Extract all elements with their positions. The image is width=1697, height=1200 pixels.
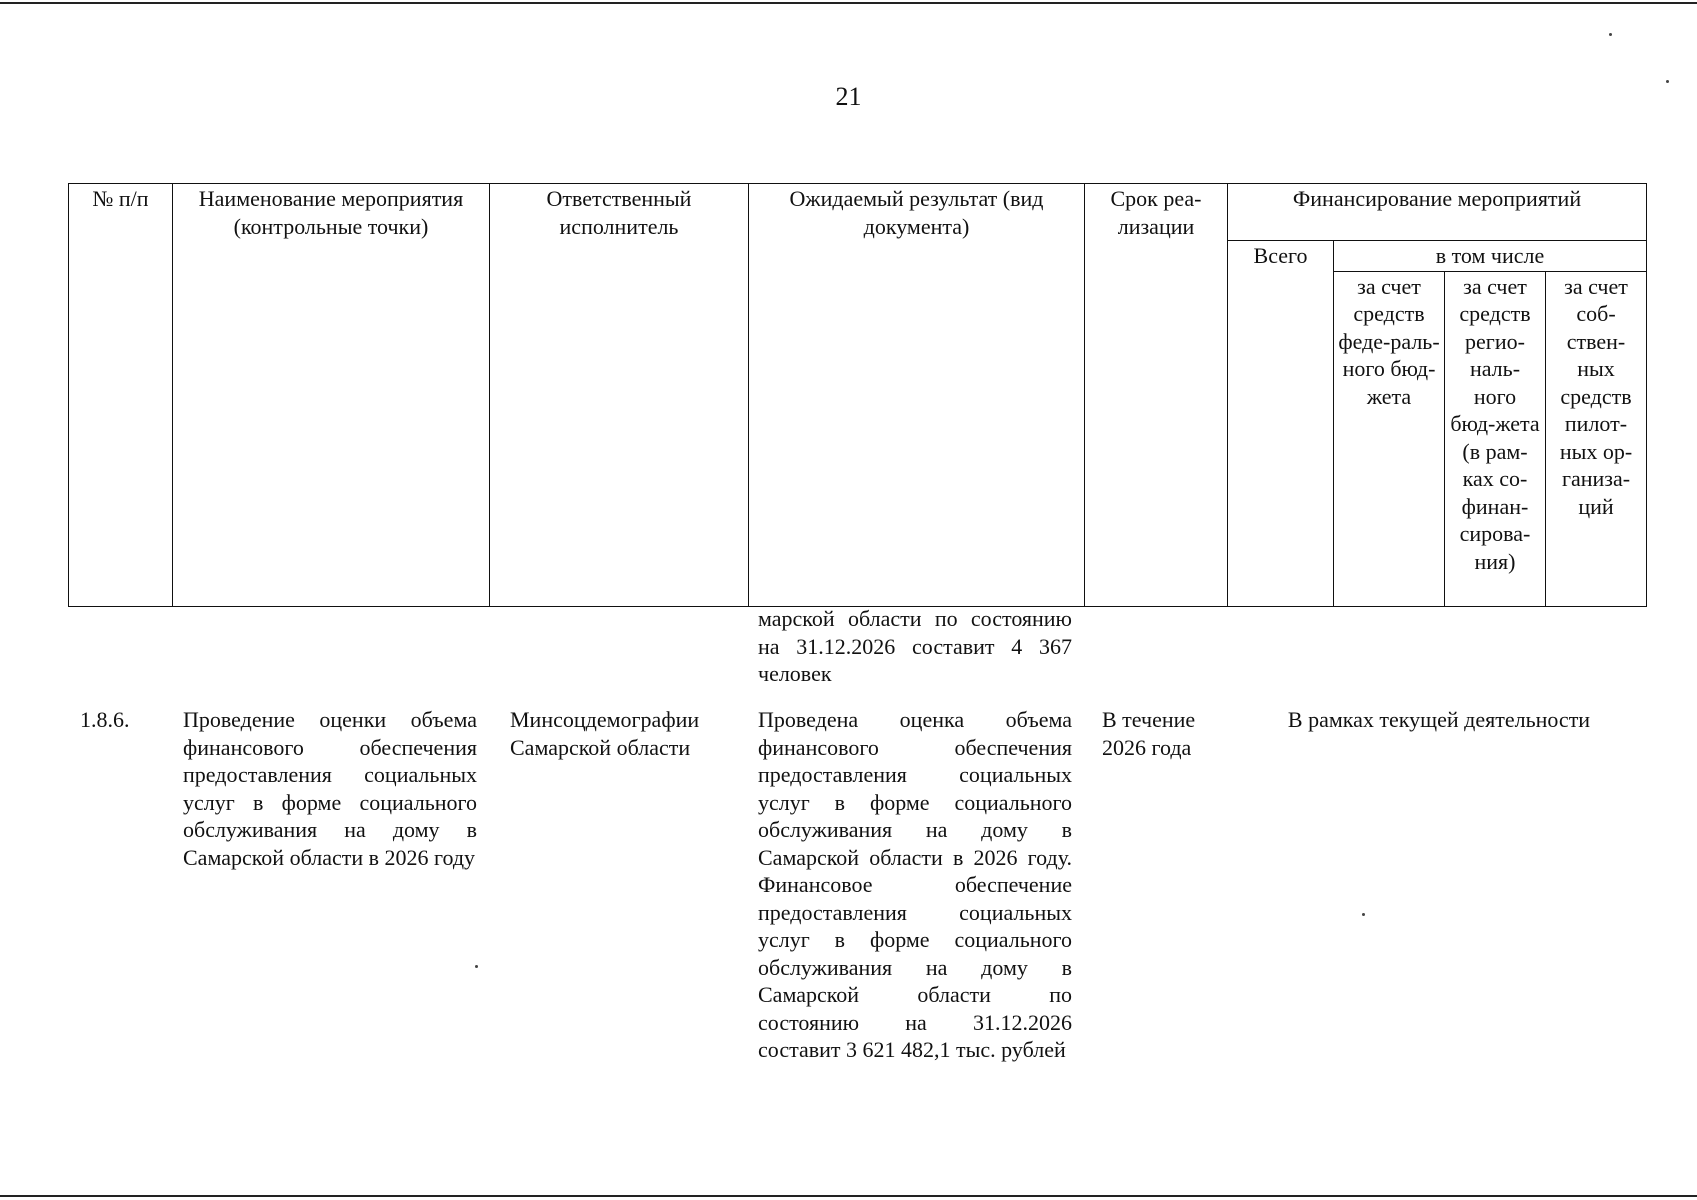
- scan-speck: [475, 965, 478, 968]
- col-financing: Финансирование мероприятий: [1228, 184, 1647, 241]
- scan-speck: [1362, 913, 1365, 916]
- row-name: Проведение оценки объема финансового обеспечения предоставления социальных услуг в форме социального обслуживания на дому в Самарской области в 2026 году: [183, 707, 477, 870]
- col-responsible: Ответственный исполнитель: [490, 184, 749, 607]
- row-financing: В рамках текущей деятельности: [1287, 707, 1591, 732]
- col-regional: за счет средств регио-наль-ного бюд-жета (в рам-ках со-финан-сирова-ния): [1445, 271, 1546, 606]
- col-result: Ожидаемый результат (вид документа): [749, 184, 1085, 607]
- scan-speck: [1609, 33, 1612, 36]
- col-num: № п/п: [69, 184, 173, 607]
- row-responsible: Минсоцдемографии Самарской области: [510, 707, 700, 760]
- top-rule: [0, 2, 1697, 4]
- row-term: В течение 2026 года: [1102, 707, 1196, 760]
- col-term: Срок реа-лизации: [1085, 184, 1228, 607]
- table-header: [68, 183, 1647, 607]
- scan-speck: [1666, 80, 1669, 83]
- col-federal: за счет средств феде-раль- ного бюд-жета: [1334, 271, 1445, 606]
- result-continuation: марской области по состоянию на 31.12.2026 составит 4 367 человек: [758, 606, 1072, 686]
- col-total: Всего: [1228, 241, 1334, 607]
- col-name: Наименование мероприятия (контрольные точки): [173, 184, 490, 607]
- bottom-rule: [0, 1195, 1697, 1197]
- col-including: в том числе: [1334, 241, 1647, 272]
- page-number: 21: [835, 82, 862, 111]
- row-number: 1.8.6.: [80, 707, 130, 732]
- col-own: за счет соб-ствен-ных средств пилот-ных ор-ганиза-ций: [1546, 271, 1647, 606]
- row-result: Проведена оценка объема финансового обеспечения предоставления социальных услуг в форме социального обслуживания на дому в Самарской области в 2026 году. Финансовое обеспечение предоставления социальных услуг в форме социального обслуживания на дому в Самарской области по состоянию на 31.12.2026 составит 3 621 482,1 тыс. рублей: [758, 707, 1072, 1062]
